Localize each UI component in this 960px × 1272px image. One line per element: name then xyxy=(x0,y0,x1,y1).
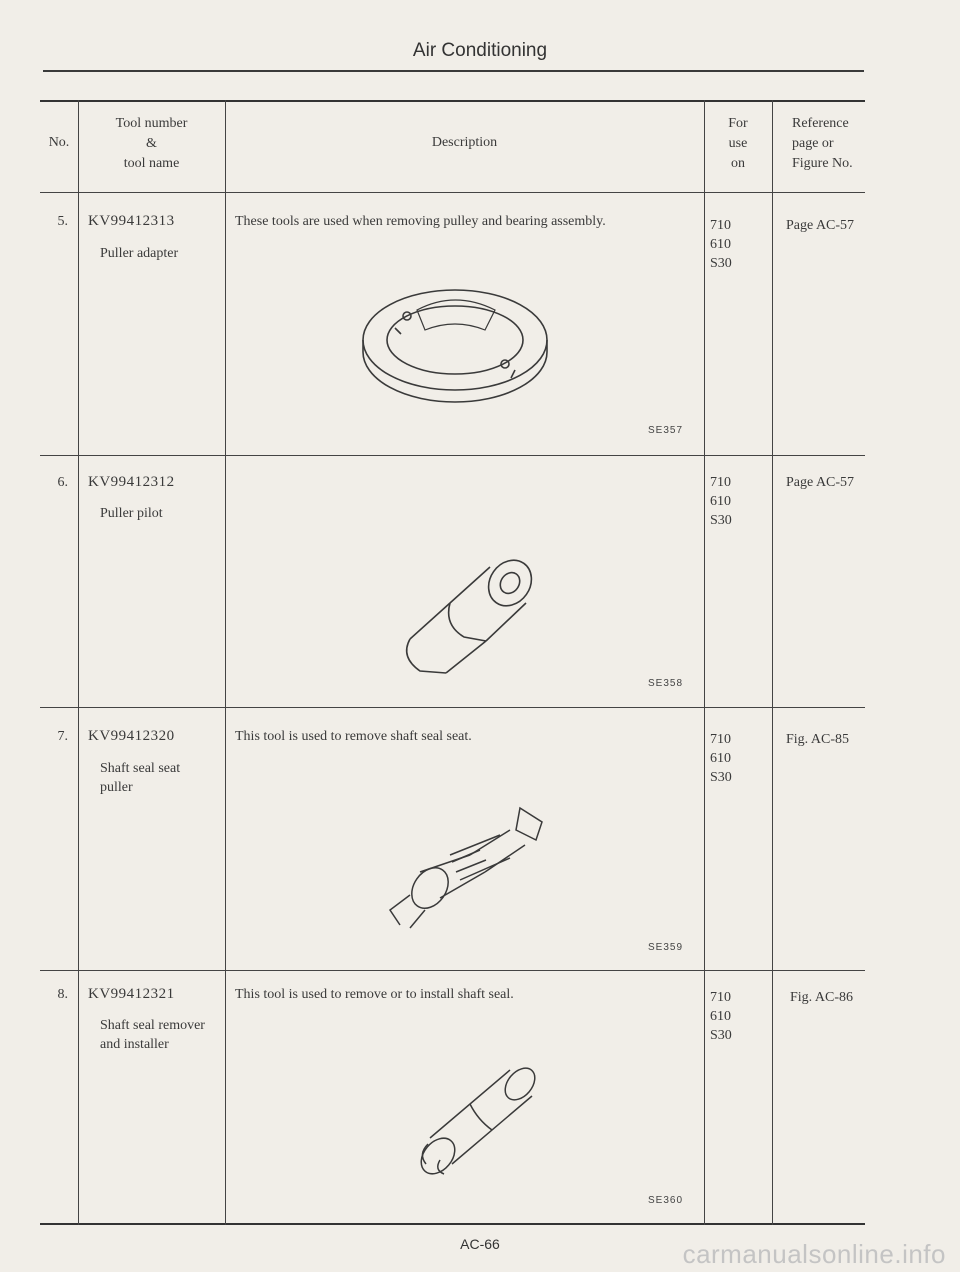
tool-name xyxy=(100,759,180,797)
vehicle-models xyxy=(710,988,732,1045)
tool-number: KV99412312 xyxy=(88,474,175,490)
reference: Fig. AC-86 xyxy=(790,990,854,1005)
tool-number: KV99412321 xyxy=(88,986,175,1002)
column-divider xyxy=(78,100,79,1225)
tool-number: KV99412313 xyxy=(88,213,175,229)
row-divider xyxy=(40,455,865,456)
page-number: AC-66 xyxy=(460,1236,500,1252)
row-divider xyxy=(40,970,865,971)
vehicle-models xyxy=(710,473,732,530)
header-ref-line: Reference xyxy=(792,116,849,131)
tools-table xyxy=(40,100,865,1225)
reference: Page AC-57 xyxy=(786,218,855,233)
header-ref-line: page or xyxy=(792,136,834,151)
vehicle-model: S30 xyxy=(710,1028,732,1043)
header-tool-line: & xyxy=(146,136,157,151)
tool-description: This tool is used to remove or to install shaft seal. xyxy=(235,987,514,1002)
header-rule xyxy=(43,70,864,72)
tool-description: These tools are used when removing pulley and bearing assembly. xyxy=(235,214,606,229)
reference: Fig. AC-85 xyxy=(786,732,850,747)
vehicle-models xyxy=(710,730,732,787)
header-tool xyxy=(78,114,225,174)
seal-remover-icon xyxy=(370,1060,550,1180)
figure-code: SE357 xyxy=(648,425,684,436)
table-top-border xyxy=(40,100,865,102)
watermark: carmanualsonline.info xyxy=(682,1239,946,1269)
vehicle-model: 610 xyxy=(710,494,731,509)
seal-seat-puller-icon xyxy=(360,800,550,930)
header-tool-line: Tool number xyxy=(115,116,188,131)
header-use-line: on xyxy=(731,156,745,171)
figure-code: SE358 xyxy=(648,678,684,689)
vehicle-model: S30 xyxy=(710,770,732,785)
vehicle-models xyxy=(710,216,732,273)
figure-code: SE359 xyxy=(648,942,684,953)
row-divider xyxy=(40,707,865,708)
tool-name: Puller adapter xyxy=(100,246,179,261)
vehicle-model: S30 xyxy=(710,513,732,528)
table-bottom-border xyxy=(40,1223,865,1225)
tool-name-line: puller xyxy=(100,780,133,795)
column-divider xyxy=(225,100,226,1225)
vehicle-model: 710 xyxy=(710,475,731,490)
reference: Page AC-57 xyxy=(786,475,855,490)
column-divider xyxy=(772,100,773,1225)
header-reference xyxy=(792,114,865,174)
header-use-line: use xyxy=(728,136,748,151)
ring-adapter-icon xyxy=(355,280,555,410)
tool-name-line: and installer xyxy=(100,1037,169,1052)
vehicle-model: 710 xyxy=(710,990,731,1005)
vehicle-model: 610 xyxy=(710,1009,731,1024)
tool-number: KV99412320 xyxy=(88,728,175,744)
row-number: 7. xyxy=(57,729,68,744)
vehicle-model: S30 xyxy=(710,256,732,271)
header-use-line: For xyxy=(728,116,748,131)
page-title: Air Conditioning xyxy=(412,40,548,61)
header-for-use-on xyxy=(704,114,772,174)
vehicle-model: 710 xyxy=(710,218,731,233)
vehicle-model: 610 xyxy=(710,751,731,766)
header-bottom-border xyxy=(40,192,865,193)
figure-code: SE360 xyxy=(648,1195,684,1206)
pilot-cylinder-icon xyxy=(390,545,550,675)
vehicle-model: 610 xyxy=(710,237,731,252)
tool-name xyxy=(100,1016,205,1054)
vehicle-model: 710 xyxy=(710,732,731,747)
header-description: Description xyxy=(431,135,498,150)
row-number: 8. xyxy=(57,987,68,1002)
row-number: 6. xyxy=(57,475,68,490)
tool-name-line: Shaft seal seat xyxy=(100,761,181,776)
row-number: 5. xyxy=(57,214,68,229)
header-ref-line: Figure No. xyxy=(792,156,853,171)
tool-name: Puller pilot xyxy=(100,506,163,521)
tool-description: This tool is used to remove shaft seal seat. xyxy=(235,729,472,744)
header-tool-line: tool name xyxy=(123,156,180,171)
header-no: No. xyxy=(48,135,70,150)
column-divider xyxy=(704,100,705,1225)
tool-name-line: Shaft seal remover xyxy=(100,1018,205,1033)
